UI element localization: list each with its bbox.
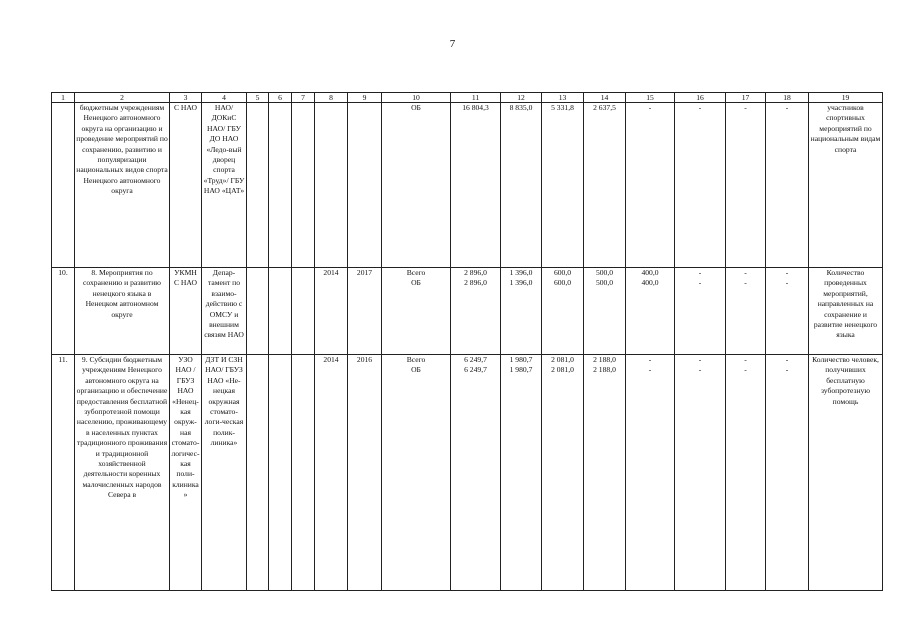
column-number-6: 6 bbox=[269, 93, 292, 103]
measure-name: 9. Субсидии бюджетным учреждениям Ненецкого автономного округа на организацию и обеспечение предоставления бесплатной зубопротезной помощи населению, проживающему в населенных пунктах традиционного проживания и традиционной хозяйственной деятельности коренных малочисленных народов Севера в bbox=[75, 355, 170, 591]
column-number-2: 2 bbox=[75, 93, 170, 103]
amount-2014-line: 1 396,0 bbox=[509, 278, 533, 288]
total-amount-line: 6 249,7 bbox=[464, 365, 487, 375]
column-number-16: 16 bbox=[675, 93, 726, 103]
column-number-5: 5 bbox=[247, 93, 269, 103]
amount-2019 bbox=[726, 103, 766, 268]
row-number: 11. bbox=[52, 355, 75, 591]
total-amount-line: 2 896,0 bbox=[464, 268, 487, 277]
amount-2016-line: 2 188,0 bbox=[593, 365, 616, 375]
amount-2016-line: 2 188,0 bbox=[593, 355, 616, 364]
amount-2014-line: 1 980,7 bbox=[509, 365, 533, 375]
funding-source-line: Всего bbox=[406, 355, 426, 364]
amount-2014 bbox=[501, 268, 542, 355]
column-number-4: 4 bbox=[202, 93, 247, 103]
amount-2014 bbox=[501, 355, 542, 591]
row-number bbox=[52, 103, 75, 268]
responsible-executor: УЗО НАО / ГБУЗ НАО «Ненец-кая окруж-ная стомато-логичес-кая поли-клиника» bbox=[170, 355, 202, 591]
column-number-3: 3 bbox=[170, 93, 202, 103]
column-number-19: 19 bbox=[809, 93, 883, 103]
amount-2018-line: - bbox=[698, 365, 702, 375]
amount-2020 bbox=[766, 103, 809, 268]
amount-2018 bbox=[675, 355, 726, 591]
amount-2016 bbox=[584, 268, 626, 355]
table-row bbox=[52, 355, 883, 591]
col-5 bbox=[247, 355, 269, 591]
end-year bbox=[348, 103, 382, 268]
funding-source bbox=[382, 355, 451, 591]
column-number-18: 18 bbox=[766, 93, 809, 103]
co-executor: НАО/ ДОКиС НАО/ ГБУ ДО НАО «Ледо-вый дворец спорта «Труд»/ ГБУ НАО «ЦАТ» bbox=[202, 103, 247, 268]
funding-source bbox=[382, 103, 451, 268]
amount-2019 bbox=[726, 355, 766, 591]
amount-2019 bbox=[726, 268, 766, 355]
column-number-11: 11 bbox=[451, 93, 501, 103]
end-year: 2017 bbox=[348, 268, 382, 355]
amount-2020 bbox=[766, 355, 809, 591]
total-amount-line: 16 804,3 bbox=[462, 103, 489, 112]
amount-2017-line: 400,0 bbox=[641, 278, 659, 288]
amount-2017-line: - bbox=[648, 365, 652, 375]
amount-2020 bbox=[766, 268, 809, 355]
col-7 bbox=[292, 355, 315, 591]
page-number: 7 bbox=[449, 38, 456, 50]
amount-2019-line: - bbox=[744, 355, 747, 364]
end-year: 2016 bbox=[348, 355, 382, 591]
table-row bbox=[52, 268, 883, 355]
amount-2014-line: 8 835,0 bbox=[509, 103, 533, 112]
amount-2015 bbox=[542, 103, 584, 268]
indicator: Количество проведенных мероприятий, направленных на сохранение и развитие ненецкого языка bbox=[809, 268, 883, 355]
funding-source-line: ОБ bbox=[411, 103, 421, 112]
co-executor: ДЗТ И СЗН НАО/ ГБУЗ НАО «Не-нецкая окружная стомато-логи-ческая полик-линика» bbox=[202, 355, 247, 591]
amount-2017-line: - bbox=[648, 355, 652, 364]
start-year bbox=[315, 103, 348, 268]
column-number-15: 15 bbox=[626, 93, 675, 103]
amount-2017-line: - bbox=[648, 103, 652, 112]
indicator: участников спортивных мероприятий по национальным видам спорта bbox=[809, 103, 883, 268]
column-number-1: 1 bbox=[52, 93, 75, 103]
responsible-executor: УКМН С НАО bbox=[170, 268, 202, 355]
amount-2016-line: 2 637,5 bbox=[593, 103, 616, 112]
funding-source-line: ОБ bbox=[411, 278, 421, 288]
start-year: 2014 bbox=[315, 355, 348, 591]
amount-2014 bbox=[501, 103, 542, 268]
amount-2014-line: 1 396,0 bbox=[509, 268, 533, 277]
column-number-12: 12 bbox=[501, 93, 542, 103]
column-number-8: 8 bbox=[315, 93, 348, 103]
funding-source-line: Всего bbox=[406, 268, 426, 277]
amount-2016-line: 500,0 bbox=[595, 278, 614, 288]
amount-2019-line: - bbox=[744, 268, 747, 277]
amount-2015 bbox=[542, 355, 584, 591]
amount-2017-line: 400,0 bbox=[641, 268, 659, 277]
amount-2017 bbox=[626, 268, 675, 355]
amount-2020-line: - bbox=[785, 268, 789, 277]
amount-2020-line: - bbox=[785, 278, 789, 288]
funding-source-line: ОБ bbox=[411, 365, 421, 375]
amount-2020-line: - bbox=[785, 103, 789, 112]
row-number: 10. bbox=[52, 268, 75, 355]
amount-2015-line: 600,0 bbox=[553, 268, 572, 277]
col-5 bbox=[247, 103, 269, 268]
col-7 bbox=[292, 103, 315, 268]
amount-2019-line: - bbox=[744, 103, 747, 112]
total-amount-line: 2 896,0 bbox=[464, 278, 487, 288]
amount-2017 bbox=[626, 103, 675, 268]
amount-2017 bbox=[626, 355, 675, 591]
amount-2018 bbox=[675, 268, 726, 355]
table-row bbox=[52, 103, 883, 268]
measure-name: 8. Мероприятия по сохранению и развитию ненецкого языка в Ненецком автономном округе bbox=[75, 268, 170, 355]
amount-2018-line: - bbox=[698, 355, 702, 364]
amount-2015 bbox=[542, 268, 584, 355]
amount-2016-line: 500,0 bbox=[595, 268, 614, 277]
measure-name: бюджетным учреждениям Ненецкого автономного округа на организацию и проведение мероприятий по сохранению, развитию и популяризации национальных видов спорта Ненецкого автономного округа bbox=[75, 103, 170, 268]
total-amount bbox=[451, 103, 501, 268]
column-number-9: 9 bbox=[348, 93, 382, 103]
start-year: 2014 bbox=[315, 268, 348, 355]
amount-2015-line: 2 081,0 bbox=[551, 365, 574, 375]
column-number-17: 17 bbox=[726, 93, 766, 103]
total-amount bbox=[451, 355, 501, 591]
amount-2019-line: - bbox=[744, 365, 747, 375]
amount-2015-line: 600,0 bbox=[553, 278, 572, 288]
col-6 bbox=[269, 355, 292, 591]
col-6 bbox=[269, 268, 292, 355]
responsible-executor: С НАО bbox=[170, 103, 202, 268]
column-number-14: 14 bbox=[584, 93, 626, 103]
total-amount-line: 6 249,7 bbox=[464, 355, 487, 364]
column-number-10: 10 bbox=[382, 93, 451, 103]
column-number-7: 7 bbox=[292, 93, 315, 103]
amount-2014-line: 1 980,7 bbox=[509, 355, 533, 364]
indicator: Количество человек, получивших бесплатную зубопротезную помощь bbox=[809, 355, 883, 591]
program-table bbox=[51, 92, 883, 591]
amount-2015-line: 5 331,8 bbox=[551, 103, 574, 112]
column-number-row bbox=[52, 93, 883, 103]
co-executor: Депар-тамент по взаимо-действию с ОМСУ и внешним связям НАО bbox=[202, 268, 247, 355]
column-number-13: 13 bbox=[542, 93, 584, 103]
funding-source bbox=[382, 268, 451, 355]
total-amount bbox=[451, 268, 501, 355]
amount-2018-line: - bbox=[698, 103, 702, 112]
amount-2018 bbox=[675, 103, 726, 268]
amount-2018-line: - bbox=[698, 278, 702, 288]
col-6 bbox=[269, 103, 292, 268]
amount-2019-line: - bbox=[744, 278, 747, 288]
amount-2018-line: - bbox=[698, 268, 702, 277]
col-7 bbox=[292, 268, 315, 355]
amount-2015-line: 2 081,0 bbox=[551, 355, 574, 364]
amount-2020-line: - bbox=[785, 355, 789, 364]
amount-2016 bbox=[584, 103, 626, 268]
amount-2020-line: - bbox=[785, 365, 789, 375]
col-5 bbox=[247, 268, 269, 355]
amount-2016 bbox=[584, 355, 626, 591]
